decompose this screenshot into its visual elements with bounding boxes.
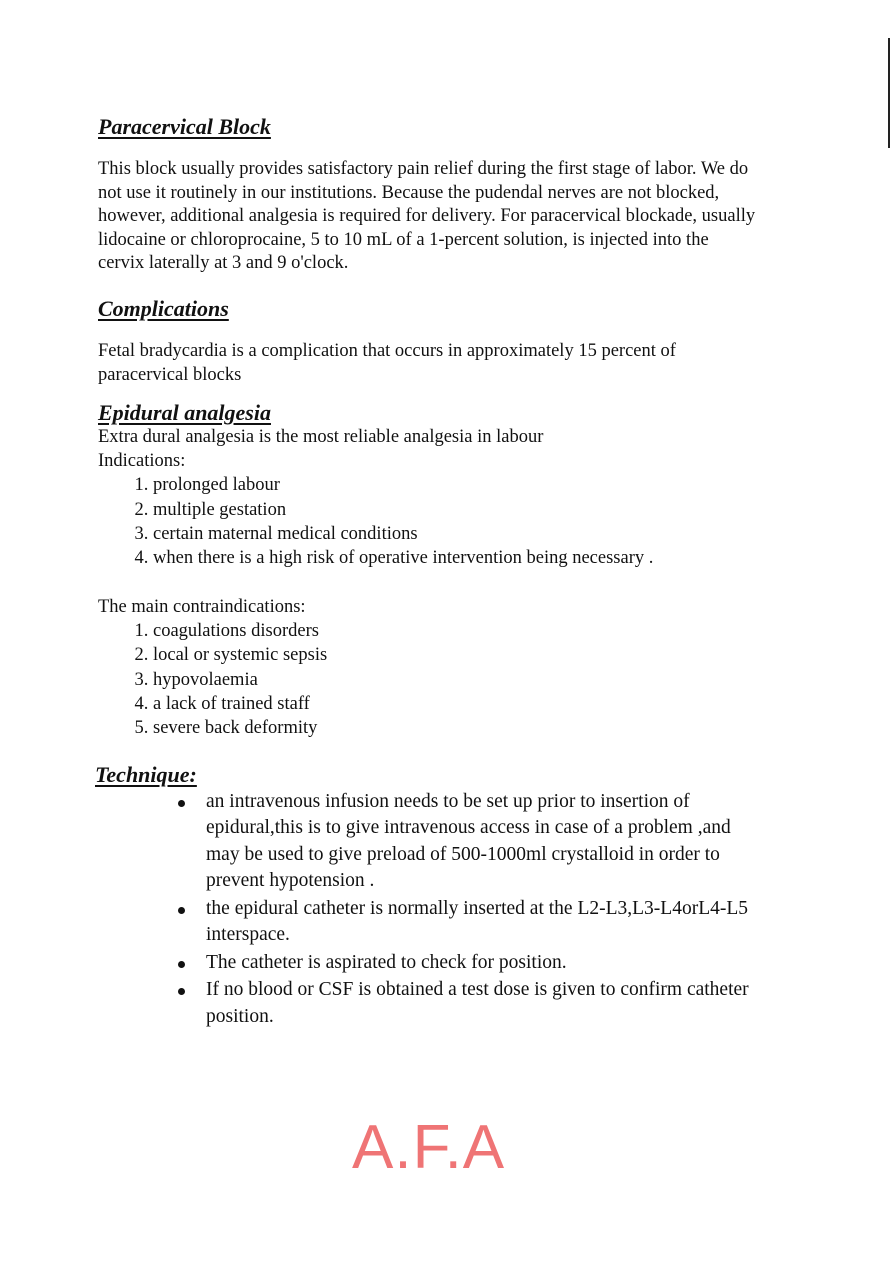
technique-heading: Technique: [95,761,197,787]
technique-step [206,896,758,949]
technique-step-text: an intravenous infusion needs to be set up prior to insertion of epidural,this is to give intravenous access in case of a problem ,and may be used to give preload of 500-1000ml crystalloid in order to prevent hypotension . [206,790,731,892]
page-edge-mark [888,38,890,148]
document-page [95,112,758,1031]
contraindication-item: 5. severe back deformity [153,716,758,740]
complications-text: Fetal bradycardia is a complication that occurs in approximately 15 percent of paracervical blocks [98,340,676,385]
bullet-icon [178,988,185,995]
indications-label: Indications: [98,451,186,472]
technique-step-text: the epidural catheter is normally inserted at the L2-L3,L3-L4orL4-L5 interspace. [206,897,749,946]
technique-step [206,977,758,1030]
paracervical-block-heading: Paracervical Block [98,114,271,139]
epidural-intro-text: Extra dural analgesia is the most reliable analgesia in labour [98,427,544,448]
technique-step-text: If no blood or CSF is obtained a test dose is given to confirm catheter position. [206,979,749,1027]
technique-step-text: The catheter is aspirated to check for position. [206,951,567,973]
paracervical-block-text: This block usually provides satisfactory pain relief during the first stage of labor. We do not use it routinely in our institutions. Because the pudendal nerves are not blocked, however, additional analgesia is required for delivery. For paracervical blockade, usually lidocaine or chloroprocaine, 5 to 10 mL of a 1-percent solution, is injected into the cervix laterally at 3 and 9 o'clock. [98,159,756,274]
bullet-icon [178,800,185,807]
indication-item: 1. prolonged labour [153,473,758,497]
contraindication-item: 2. local or systemic sepsis [153,643,758,667]
technique-steps-list [98,789,758,1031]
watermark-text: A.F.A [352,1113,506,1182]
contraindications-list [98,619,758,741]
bullet-icon [178,907,185,914]
contraindication-item: 3. hypovolaemia [153,668,758,692]
technique-step [206,950,758,977]
complications-heading: Complications [98,295,229,321]
indication-item: 4. when there is a high risk of operative intervention being necessary . [153,546,758,570]
contraindication-item: 4. a lack of trained staff [153,692,758,716]
contraindications-label: The main contraindications: [98,596,306,617]
technique-step [206,789,758,895]
contraindication-item: 1. coagulations disorders [153,619,758,643]
bullet-icon [178,961,185,968]
indication-item: 3. certain maternal medical conditions [153,522,758,546]
epidural-analgesia-heading: Epidural analgesia [98,400,271,426]
indications-list [98,473,758,571]
indication-item: 2. multiple gestation [153,498,758,522]
